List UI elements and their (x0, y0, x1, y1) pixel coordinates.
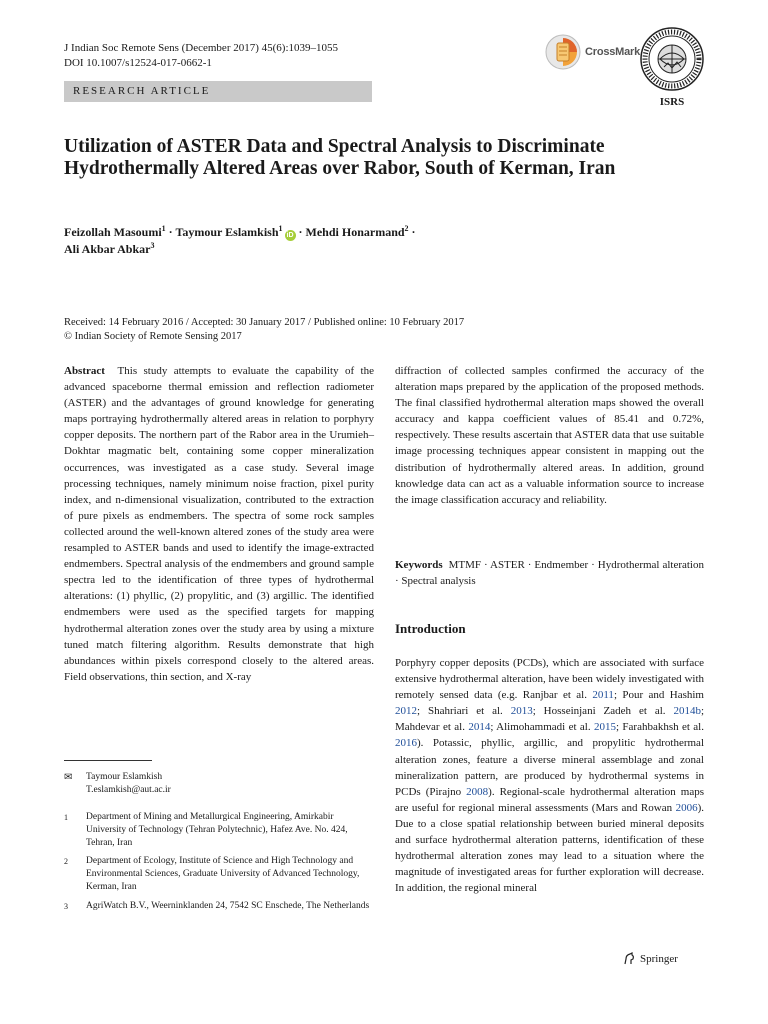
paper-title: Utilization of ASTER Data and Spectral Analysis to Discriminate Hydrothermally Altered Areas over Rabor, South of Kerman, Iran (64, 136, 616, 179)
citation-link[interactable]: 2016 (395, 737, 417, 750)
intro-text-segment: ; Alimohammadi et al. (490, 721, 594, 734)
citation-link[interactable]: 2011 (592, 689, 614, 702)
publication-dates: Received: 14 February 2016 / Accepted: 30 January 2017 / Published online: 10 February 2017 (64, 317, 465, 328)
doi-line[interactable]: DOI 10.1007/s12524-017-0662-1 (64, 57, 212, 69)
affiliation-marker: 1 (161, 224, 166, 233)
affiliation-marker: 2 (404, 224, 409, 233)
affiliation-marker: 3 (150, 241, 155, 250)
author-list: Feizollah Masoumi$^1$ · Taymour Eslamkish$^1$iD · Mehdi Honarmand$^2$ · Ali Akbar Abkar$^3$ (64, 224, 416, 256)
affiliation-text: Department of Ecology, Institute of Science and High Technology and Environmental Sciences, Graduate University of Advanced Technology, Kerman, Iran (86, 856, 360, 892)
author-name[interactable]: Mehdi Honarmand (305, 225, 405, 239)
intro-text-segment: Porphyry copper deposits (PCDs), which are associated with surface extensive hydrothermal alteration, have been widely investigated with remotely sensed data (e.g. Ranjbar et al. (395, 657, 704, 702)
publisher-logo (622, 952, 678, 966)
keywords-text: MTMF · ASTER · Endmember · Hydrothermal alteration · Spectral analysis (395, 559, 704, 588)
envelope-icon: ✉ (64, 772, 73, 783)
author-name[interactable]: Feizollah Masoumi (64, 225, 162, 239)
citation-link[interactable]: 2013 (510, 705, 533, 718)
affiliation-marker: 1 (278, 224, 283, 233)
author-name[interactable]: Ali Akbar Abkar (64, 242, 151, 256)
affiliation-number: 1 (64, 813, 68, 822)
corresponding-author (86, 771, 171, 797)
abstract-block (64, 363, 374, 685)
intro-text-segment: ; Hosseinjani Zadeh et al. (532, 705, 674, 718)
article-type-banner: RESEARCH ARTICLE (64, 81, 372, 102)
abstract-label: Abstract (64, 365, 105, 377)
publisher-name: Springer (640, 953, 678, 965)
intro-text-segment: ; Farahbakhsh et al. (615, 721, 704, 734)
author-name[interactable]: Taymour Eslamkish (175, 225, 279, 239)
crossmark-icon (545, 34, 581, 70)
intro-text-segment: ). Regional-scale hydrothermal alteration maps are useful for regional mineral assessments (Mars and Rowan (395, 785, 704, 814)
crossmark-badge[interactable] (545, 33, 640, 71)
isrs-seal-icon (640, 27, 704, 91)
keywords-block (395, 557, 704, 589)
keywords-label: Keywords (395, 559, 443, 571)
corresponding-name: Taymour Eslamkish (86, 772, 163, 782)
introduction-text (395, 655, 704, 896)
journal-citation: J Indian Soc Remote Sens (December 2017) 45(6):1039–1055 (64, 42, 339, 54)
corresponding-email[interactable]: T.eslamkish@aut.ac.ir (86, 785, 171, 795)
abstract-continuation: diffraction of collected samples confirmed the accuracy of the alteration maps prepared by the application of the proposed methods. The final classified hydrothermal alteration maps showed the overall accuracy and kappa coefficient values of 85.41 and 0.72%, respectively. These results ascertain that ASTER data that use suitable image processing techniques appear consistent in mapping out the distribution of hydrothermally altered areas. In addition, ground knowledge data can act as a valuable information source to increase the image classification accuracy and reliability. (395, 365, 704, 506)
citation-link[interactable]: 2014 (468, 721, 491, 734)
affiliation-text: AgriWatch B.V., Weerninklanden 24, 7542 SC Enschede, The Netherlands (86, 901, 370, 911)
citation-link[interactable]: 2014b (673, 705, 701, 718)
copyright-line: © Indian Society of Remote Sensing 2017 (64, 331, 242, 342)
citation-link[interactable]: 2006 (675, 801, 698, 814)
springer-horse-icon (622, 952, 636, 966)
citation-link[interactable]: 2012 (395, 705, 417, 718)
introduction-heading: Introduction (395, 621, 466, 636)
citation-link[interactable]: 2008 (466, 785, 489, 798)
affiliation-number: 3 (64, 902, 68, 911)
affiliation-number: 2 (64, 857, 68, 866)
crossmark-label: CrossMark (585, 46, 641, 58)
intro-text-segment: ). Due to a close spatial relationship between buried mineral deposits and surface hydrothermal alteration patterns, identification of these hydrothermal alteration zones may lead to a situation where the magnitude of investigated areas for further exploration will decrease. In addition, the regional mineral (395, 801, 704, 895)
intro-text-segment: ; Shahriari et al. (417, 705, 511, 718)
intro-text-segment: ). Potassic, phyllic, argillic, and propylitic hydrothermal alteration zones, feature a diverse mineral assemblage and zonal mineralization pattern, are produced by hydrothermal systems in PCDs (Pirajno (395, 737, 704, 798)
affiliation-text: Department of Mining and Metallurgical Engineering, Amirkabir University of Technology (Tehran Polytechnic), Hafez Ave. No. 424, Tehran, Iran (86, 812, 348, 848)
intro-text-segment: ; Mahdevar et al. (395, 705, 704, 734)
abstract-text: This study attempts to evaluate the capability of the advanced spaceborne thermal emission and reflection radiometer (ASTER) and the advantages of ground knowledge for generating maps portraying hydrothermally altered areas in relation to porphyry copper deposits. The northern part of the Rabor area in the Urumieh–Dokhtar magmatic belt, containing some copper mineralization occurrences, was investigated as a case study. Several image processing techniques, namely minimum noise fraction, pixel purity index, and n-dimensional visualization, contributed to the extraction of pure pixels as endmembers. The spectra of some rock samples collected around the well-known altered zones of the study area were resampled to ASTER bands and used to identify the image-extracted endmembers. Spectral analysis of the endmembers and ground sample spectra led to the identification of three types of hydrothermal alterations: (1) phyllic, (2) propylitic, and (3) argillic. The identified endmembers were used as the specified targets for mapping hydrothermal alteration zones over the study area by using a mixture tuned match filtering algorithm. Results demonstrate that high abundances within pixels correspond closely to the altered areas. Field observations, thin section, and X-ray (64, 365, 374, 683)
society-label: ISRS (659, 96, 685, 108)
citation-link[interactable]: 2015 (593, 721, 616, 734)
intro-text-segment: ; Pour and Hashim (613, 689, 704, 702)
footnote-divider (64, 760, 152, 761)
orcid-icon[interactable]: iD (286, 232, 294, 239)
